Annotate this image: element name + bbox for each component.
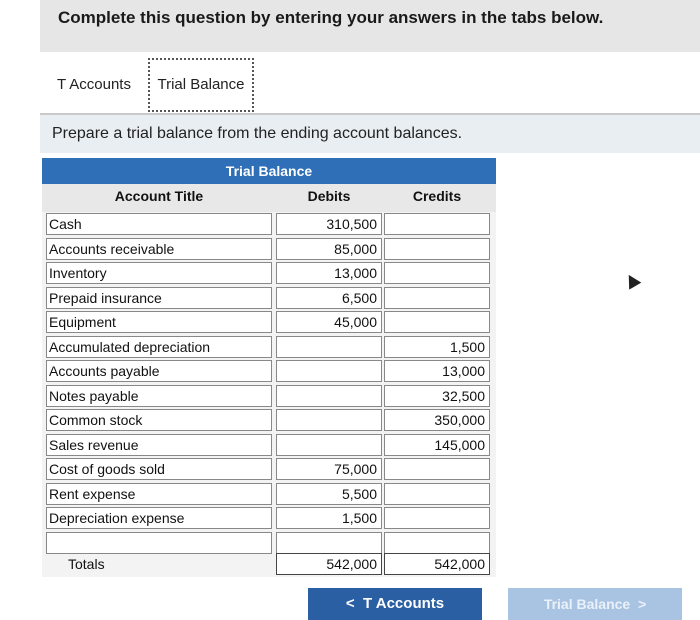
next-tab-label: Trial Balance [543, 596, 631, 612]
credit-field[interactable] [384, 483, 490, 505]
credit-field[interactable] [384, 262, 490, 284]
credit-field[interactable]: 1,500 [384, 336, 490, 358]
account-title-field[interactable]: Prepaid insurance [46, 287, 272, 309]
table-row [42, 237, 496, 261]
account-title-field[interactable]: Rent expense [46, 483, 272, 505]
table-row [42, 310, 496, 334]
table-title-bar [42, 158, 496, 184]
credit-field[interactable] [384, 458, 490, 480]
account-title-field[interactable]: Sales revenue [46, 434, 272, 456]
debit-field[interactable] [276, 434, 382, 456]
debit-field[interactable] [276, 385, 382, 407]
account-title-field[interactable]: Depreciation expense [46, 507, 272, 529]
trial-balance-table [42, 158, 496, 577]
credit-field[interactable] [384, 238, 490, 260]
credit-field[interactable]: 145,000 [384, 434, 490, 456]
credit-field[interactable]: 13,000 [384, 360, 490, 382]
totals-label: Totals [68, 556, 105, 572]
total-debits-field[interactable]: 542,000 [276, 553, 382, 575]
prompt-bar [40, 115, 700, 153]
debit-field[interactable]: 6,500 [276, 287, 382, 309]
debit-field[interactable]: 45,000 [276, 311, 382, 333]
table-row [42, 457, 496, 481]
total-credits-field[interactable]: 542,000 [384, 553, 490, 575]
account-title-field[interactable]: Accounts receivable [46, 238, 272, 260]
credit-field[interactable] [384, 287, 490, 309]
debit-field[interactable]: 75,000 [276, 458, 382, 480]
account-title-field[interactable] [46, 532, 272, 554]
table-row [42, 335, 496, 359]
totals-row [42, 552, 496, 576]
table-title: Trial Balance [225, 163, 313, 179]
table-row [42, 408, 496, 432]
credit-field[interactable] [384, 213, 490, 235]
debit-field[interactable] [276, 360, 382, 382]
debits-header: Debits [307, 188, 351, 204]
credit-field[interactable]: 32,500 [384, 385, 490, 407]
debit-field[interactable] [276, 409, 382, 431]
debit-field[interactable] [276, 532, 382, 554]
account-title-field[interactable]: Inventory [46, 262, 272, 284]
prev-tab-label: T Accounts [362, 595, 445, 612]
prev-tab-button[interactable] [308, 588, 482, 620]
debit-field[interactable]: 310,500 [276, 213, 382, 235]
instruction-text: Complete this question by entering your answers in the tabs below. [58, 8, 604, 27]
column-header-row [42, 184, 496, 212]
account-title-field[interactable]: Cost of goods sold [46, 458, 272, 480]
table-row [42, 261, 496, 285]
debit-field[interactable]: 5,500 [276, 483, 382, 505]
debit-field[interactable] [276, 336, 382, 358]
account-title-field[interactable]: Cash [46, 213, 272, 235]
tab-bar [40, 56, 700, 114]
table-row [42, 359, 496, 383]
account-title-field[interactable]: Common stock [46, 409, 272, 431]
table-row [42, 286, 496, 310]
account-title-field[interactable]: Accumulated depreciation [46, 336, 272, 358]
prompt-text: Prepare a trial balance from the ending account balances. [52, 125, 463, 142]
debit-field[interactable]: 13,000 [276, 262, 382, 284]
credit-field[interactable] [384, 532, 490, 554]
next-tab-button[interactable] [508, 588, 682, 620]
instruction-banner [40, 0, 700, 52]
debit-field[interactable]: 1,500 [276, 507, 382, 529]
table-row [42, 482, 496, 506]
table-row [42, 433, 496, 457]
tab-trial-balance[interactable]: Trial Balance [148, 58, 254, 112]
credit-field[interactable]: 350,000 [384, 409, 490, 431]
table-row [42, 531, 496, 555]
chevron-left-icon: < [345, 595, 355, 612]
chevron-right-icon: > [637, 596, 647, 612]
credits-header: Credits [412, 188, 462, 204]
account-title-field[interactable]: Notes payable [46, 385, 272, 407]
credit-field[interactable] [384, 507, 490, 529]
account-title-field[interactable]: Accounts payable [46, 360, 272, 382]
tab-t-accounts[interactable]: T Accounts [44, 58, 144, 112]
debit-field[interactable]: 85,000 [276, 238, 382, 260]
mouse-cursor-icon [623, 271, 642, 289]
account-title-header: Account Title [114, 188, 204, 204]
account-title-field[interactable]: Equipment [46, 311, 272, 333]
table-row [42, 506, 496, 530]
credit-field[interactable] [384, 311, 490, 333]
table-row [42, 212, 496, 236]
table-row [42, 384, 496, 408]
